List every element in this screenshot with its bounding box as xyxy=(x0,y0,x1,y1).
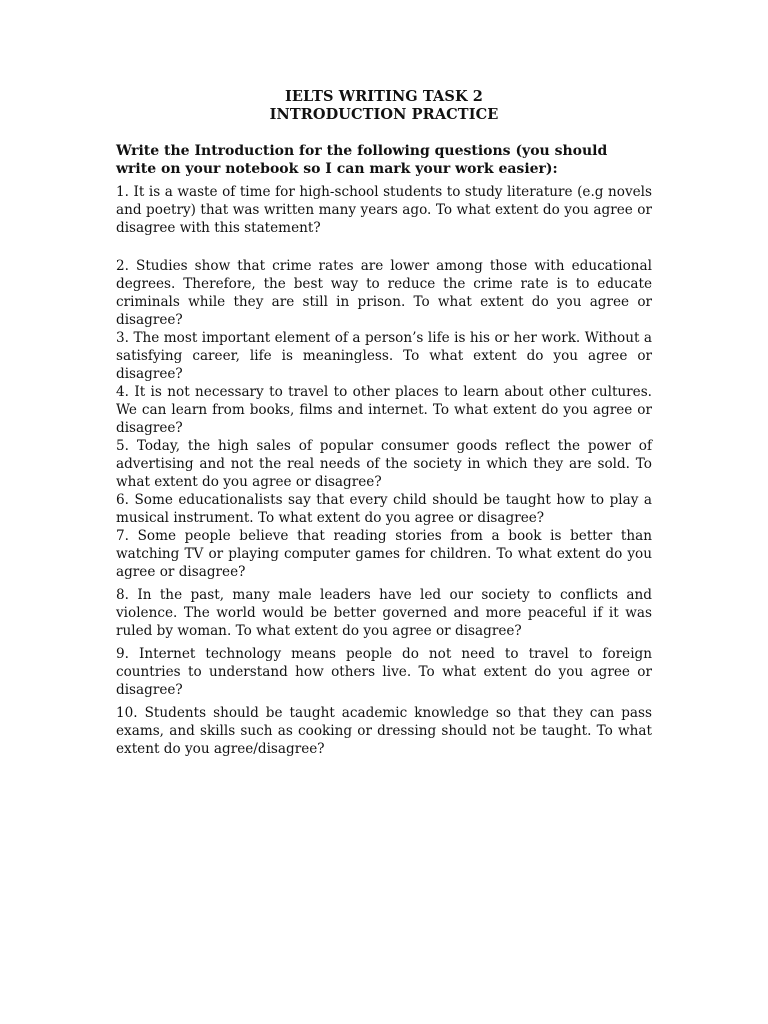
question-7: 7. Some people believe that reading stories from a book is better than watching TV or playing computer games for children. To what extent do you agree or disagree? xyxy=(116,528,652,580)
question-6: 6. Some educationalists say that every child should be taught how to play a musical instrument. To what extent do you agree or disagree? xyxy=(116,492,652,526)
question-9: 9. Internet technology means people do not need to travel to foreign countries to understand how others live. To what extent do you agree or disagree? xyxy=(116,646,652,698)
question-8: 8. In the past, many male leaders have led our society to conflicts and violence. The world would be better governed and more peaceful if it was ruled by woman. To what extent do you agree or disagree? xyxy=(116,587,652,639)
document-subtitle: INTRODUCTION PRACTICE xyxy=(269,106,499,123)
document-title: IELTS WRITING TASK 2 xyxy=(285,88,483,105)
question-10: 10. Students should be taught academic knowledge so that they can pass exams, and skills such as cooking or dressing should not be taught. To what extent do you agree/disagree? xyxy=(116,705,652,757)
question-3: 3. The most important element of a person’s life is his or her work. Without a satisfying career, life is meaningless. To what extent do you agree or disagree? xyxy=(116,330,652,382)
document-body xyxy=(116,142,652,758)
question-5: 5. Today, the high sales of popular consumer goods reflect the power of advertising and not the real needs of the society in which they are sold. To what extent do you agree or disagree? xyxy=(116,438,652,490)
question-4: 4. It is not necessary to travel to other places to learn about other cultures. We can learn from books, films and internet. To what extent do you agree or disagree? xyxy=(116,384,652,436)
question-2: 2. Studies show that crime rates are lower among those with educational degrees. Therefore, the best way to reduce the crime rate is to educate criminals while they are still in prison. To what extent do you agree or disagree? xyxy=(116,258,652,328)
instruction-text: Write the Introduction for the following questions (you should write on your notebook so I can mark your work easier): xyxy=(116,143,608,177)
question-1: 1. It is a waste of time for high-school students to study literature (e.g novels and poetry) that was written many years ago. To what extent do you agree or disagree with this statement? xyxy=(116,184,652,236)
